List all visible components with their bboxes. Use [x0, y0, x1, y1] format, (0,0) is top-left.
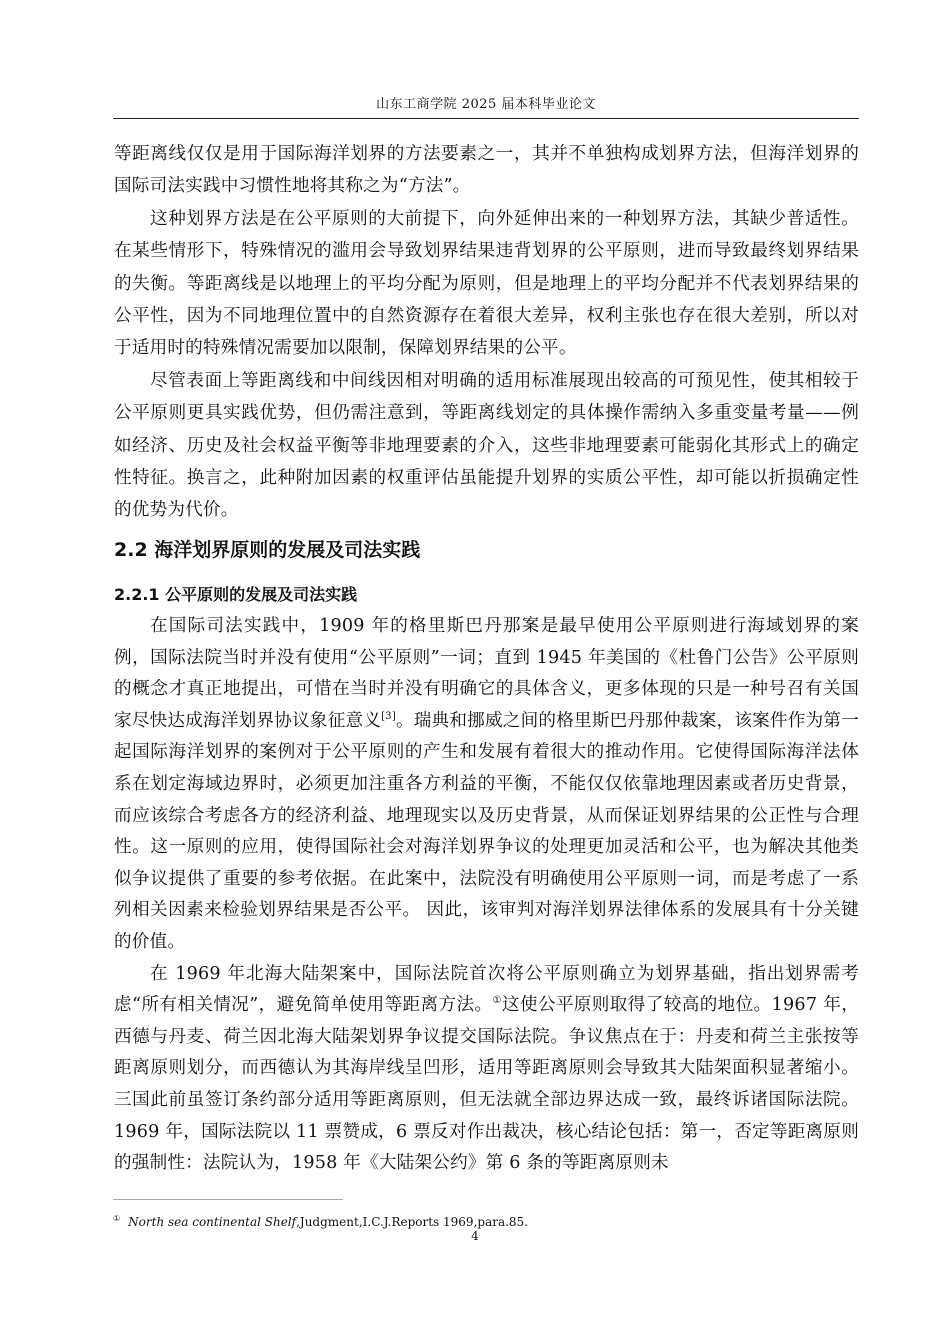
- paragraph-equidistance-limits: 这种划界方法是在公平原则的大前提下，向外延伸出来的一种划界方法，其缺少普适性。在某些情形下，特殊情况的滥用会导致划界结果违背划界的公平原则，进而导致最终划界结果的失衡。等距离线是以地理上的平均分配为原则，但是地理上的平均分配并不代表划界结果的公平性，因为不同地理位置中的自然资源存在着很大差异，权利主张也存在很大差别，所以对于适用时的特殊情况需要加以限制，保障划界结果的公平。: [114, 208, 859, 359]
- footnote-mark: ①: [113, 1214, 121, 1223]
- paragraph-north-sea-part1: 在 1969 年北海大陆架案中，国际法院首次将公平原则确立为划界基础，指出划界需考虑“所有相关情况”，避免简单使用等距离方法。: [114, 963, 859, 1016]
- paragraph-grisbadarna-part1: 在国际司法实践中，1909 年的格里斯巴丹那案是最早使用公平原则进行海域划界的案例，国际法院当时并没有使用“公平原则”一词；直到 1945 年美国的《杜鲁门公告》公平原则的概念才真正地提出，可惜在当时并没有明确它的具体含义，更多体现的只是一种号召有关国家尽快达成海洋划界协议象征意义: [114, 616, 859, 731]
- footnote-ref-1: ①: [492, 995, 502, 1007]
- body-text-top: [114, 138, 859, 527]
- subsection-heading: 2.2.1 公平原则的发展及司法实践: [114, 585, 358, 604]
- paragraph-grisbadarna-part2: 。瑞典和挪威之间的格里斯巴丹那仲裁案，该案件作为第一起国际海洋划界的案例对于公平原则的产生和发展有着很大的推动作用。它使得国际海洋法体系在划定海域边界时，必须更加注重各方利益的平衡，不能仅仅依靠地理因素或者历史背景，而应该综合考虑各方的经济利益、地理现实以及历史背景，从而保证划界结果的公正性与合理性。这一原则的应用，使得国际社会对海洋划界争议的处理更加灵活和公平，也为解决其他类似争议提供了重要的参考依据。在此案中，法院没有明确使用公平原则一词，而是考虑了一系列相关因素来检验划界结果是否公平。 因此，该审判对海洋划界法律体系的发展具有十分关键的价值。: [114, 710, 859, 952]
- running-header: 山东工商学院 2025 届本科毕业论文: [376, 97, 596, 112]
- section-heading: 2.2 海洋划界原则的发展及司法实践: [114, 539, 421, 561]
- page-number: 4: [471, 1229, 479, 1243]
- paragraph-north-sea-part2: 这使公平原则取得了较高的地位。1967 年，西德与丹麦、荷兰因北海大陆架划界争议提交国际法院。争议焦点在于：丹麦和荷兰主张按等距离原则划分，而西德认为其海岸线呈凹形，适用等距离原则会导致其大陆架面积显著缩小。三国此前虽签订条约部分适用等距离原则，但无法就全部边界达成一致，最终诉诸国际法院。1969 年，国际法院以 11 票赞成，6 票反对作出裁决，核心结论包括：第一，否定等距离原则的强制性：法院认为，1958 年《大陆架公约》第 6 条的等距离原则未: [114, 995, 859, 1174]
- citation-ref-3: [3]: [381, 710, 396, 722]
- paragraph-equidistance-intro: 等距离线仅仅是用于国际海洋划界的方法要素之一，其并不单独构成划界方法，但海洋划界的国际司法实践中习惯性地将其称之为“方法”。: [114, 144, 859, 197]
- header-divider: [113, 118, 859, 119]
- paragraph-equidistance-predictability: 尽管表面上等距离线和中间线因相对明确的适用标准展现出较高的可预见性，使其相较于公平原则更具实践优势，但仍需注意到，等距离线划定的具体操作需纳入多重变量考量——例如经济、历史及社会权益平衡等非地理要素的介入，这些非地理要素可能弱化其形式上的确定性特征。换言之，此种附加因素的权重评估虽能提升划界的实质公平性，却可能以折损确定性的优势为代价。: [114, 370, 859, 521]
- footnote-case-title: North sea continental Shelf: [128, 1215, 297, 1229]
- footnote-divider: [113, 1199, 343, 1200]
- footnote-citation: ,Judgment,I.C.J.Reports 1969,para.85.: [296, 1215, 529, 1229]
- body-text-bottom: [114, 611, 859, 1180]
- paragraph-north-sea-case: [114, 959, 859, 1180]
- paragraph-grisbadarna-case: [114, 611, 859, 959]
